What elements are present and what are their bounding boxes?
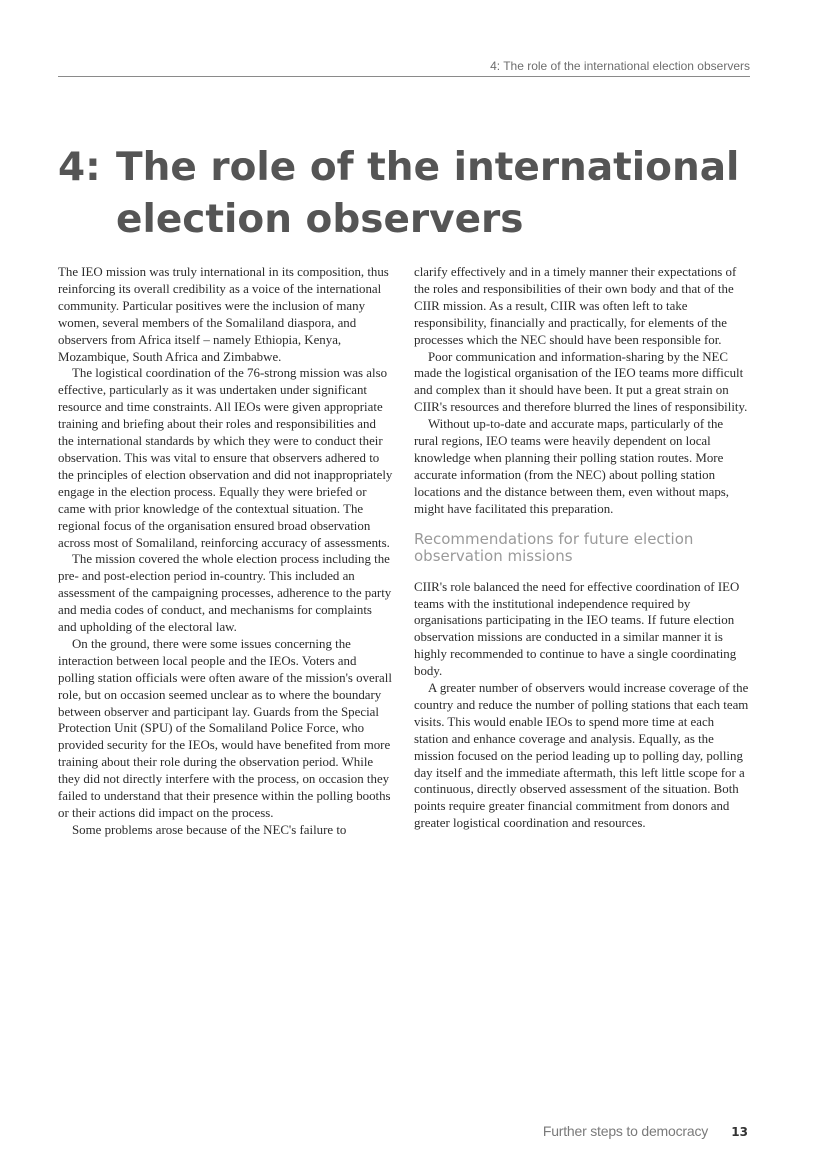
body-paragraph: CIIR's role balanced the need for effective coordination of IEO teams with the institutional independence required by organisations participating in the IEO teams. If future election observation missions are conducted in a similar manner it is highly recommended to continue to have a single coordinating body. — [414, 579, 740, 679]
left-column — [58, 264, 393, 839]
chapter-number: 4: — [58, 145, 101, 190]
chapter-title-line2: election observers — [116, 197, 524, 242]
body-paragraph: Poor communication and information-sharing by the NEC made the logistical organisation of the IEO teams more difficult and complex than it should have been. It put a great strain on CIIR's resources and therefore blurred the lines of responsibility. — [414, 349, 748, 415]
page-number: 13 — [731, 1125, 748, 1139]
section-subheading: Recommendations for future election observation missions — [414, 529, 694, 565]
chapter-title-line1: The role of the international — [116, 145, 740, 190]
body-paragraph: Some problems arose because of the NEC's failure to — [72, 822, 347, 837]
body-paragraph: The IEO mission was truly international in its composition, thus reinforcing its overall credibility as a voice of the international community. Particular positives were the inclusion of many women, several members of the Somaliland diaspora, and observers from Africa itself – namely Ethiopia, Kenya, Mozambique, South Africa and Zimbabwe. — [58, 265, 389, 364]
chapter-title — [58, 142, 778, 246]
body-paragraph: The logistical coordination of the 76-strong mission was also effective, particularly as it was undertaken under significant resource and time constraints. All IEOs were given appropriate training and briefing about their roles and responsibilities and the international standards by which they were to conduct their observation. This was vital to ensure that observers adhered to the principles of election observation and did not inappropriately engage in the election process. Equally they were briefed or came with prior knowledge of the contextual situation. The regional focus of the organisation ensured broad observation across most of Somaliland, reinforcing accuracy of assessments. — [58, 366, 393, 550]
body-paragraph: The mission covered the whole election process including the pre- and post-election period in-country. This included an assessment of the campaigning processes, adherence to the party and media codes of conduct, and mechanisms for complaints and upholding of the electoral law. — [58, 552, 392, 635]
right-column — [414, 264, 749, 832]
running-header — [58, 58, 750, 77]
page-footer — [543, 1123, 748, 1140]
body-paragraph: A greater number of observers would increase coverage of the country and reduce the number of polling stations that each team visits. This would enable IEOs to spend more time at each station and enhance coverage and analysis. Equally, as the mission focused on the period leading up to polling day, polling day itself and the immediate aftermath, this left little scope for a continuous, directly observed assessment of the situation. Both points require greater financial commitment from donors and greater logistical coordination and resources. — [414, 681, 749, 831]
publication-name: Further steps to democracy — [542, 1123, 709, 1139]
body-paragraph: clarify effectively and in a timely manner their expectations of the roles and responsibilities of their own body and that of the CIIR mission. As a result, CIIR was often left to take responsibility, financially and practically, for elements of the processes which the NEC should have been responsible for. — [414, 265, 737, 347]
body-paragraph: Without up-to-date and accurate maps, particularly of the rural regions, IEO teams were heavily dependent on local knowledge when planning their polling station routes. More accurate information (from the NEC) about polling station locations and the distance between them, even without maps, might have facilitated this preparation. — [414, 417, 730, 516]
running-header-title: 4: The role of the international election observers — [484, 58, 750, 74]
body-paragraph: On the ground, there were some issues concerning the interaction between local people and the IEOs. Voters and polling station officials were often aware of the mission's overall role, but on occasion seemed unclear as to where the boundary between observer and participant lay. Guards from the Special Protection Unit (SPU) of the Somaliland Police Force, who provided security for the IEOs, would have benefited from more training about their role during the observation period. While they did not directly interfere with the process, on occasion they failed to understand that their presence within the polling booths or their actions did impact on the process. — [58, 636, 392, 820]
